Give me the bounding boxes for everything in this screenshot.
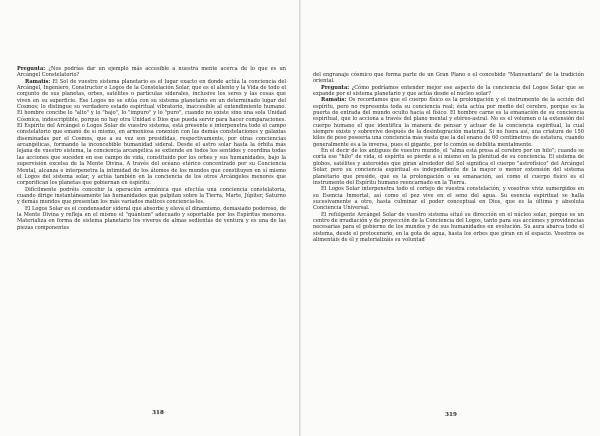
left-paragraph-1 <box>17 66 286 79</box>
paragraph-text: El Logos Solar es el condensador sideral que absorbe y eleva el dinamismo, demasiado poderoso, de la Mente Divina y refleja en el mismo el "quántum" adecuado y soportable por los Espíritus menores. Materializa en forma de sistema planetario los viveros de almas sedientas de ventura y es una de las piezas componentes <box>17 205 286 231</box>
right-paragraph-6 <box>313 212 584 244</box>
paragraph-text: ¿Cómo podríamos entender mejor ese aspecto de la conciencia del Logos Solar que se expande por el sistema planetario y que actúa desde el núcleo solar? <box>313 84 585 98</box>
right-paragraph-4 <box>313 148 584 186</box>
paragraph-text: El Logos Solar interpenetra todo el cortejo de vuestra constelación, y vosotros viviz sumergidos en su Esencia Inmortal, así como el pez vive en el seno del agua. Su esencia espiritual se halla sucesivamente a otro, hasta culminar el poder conceptual en Dios, que es la última y absoluta Conciencia Universal. <box>313 186 584 212</box>
page-number: 318 <box>152 410 164 416</box>
left-paragraph-2 <box>17 79 286 187</box>
paragraph-text: Os recordamos que el cuerpo físico es la prolongación y el instrumento de la acción del espíritu, pero no representa toda su conciencia real; ésta actúa por medio del cerebro, porque es la puerta de entrada del mundo oculto hacia el físico. El hombre carne es la emanación de su conciencia espiritual, que lo acciona a través del plano mental y etéreo-astral. No es el volumen o la extensión del cuerpo humano el que identifica la manera de pensar y actuar de la conciencia espiritual, la cual siempre existe y sobrevive después de la desintegración material. Si no fuera así, una criatura de 150 kilos de peso poseería una conciencia más vasta que la del enano de 60 centímetros de estatura, cuando generalmente es a la inversa, pues el gigante, por lo común se debilita mentalmente. <box>313 97 585 148</box>
right-page <box>301 0 600 436</box>
right-paragraph-3 <box>313 97 584 148</box>
speaker-label: Pregunta: <box>321 84 350 91</box>
paragraph-text: En el decir de los antiguos de vuestro mundo, el "alma está presa al cerebro por un hilo"; cuando se corta ese "hilo" de vida, el espíritu se pierde a sí mismo en la plenitud de su conciencia. El sistema de globos, satélites y asteroides que giran alrededor del Sol significa el cuerpo "astrofísico" del Arcángel Solar, pero su conciencia espiritual es independiente de la mayor o menor extensión del sistema planetario que preside, que es la prolongación o su emanación, así como el cuerpo físico es el instrumento del Espíritu humano reencarnado en la Tierra. <box>313 148 584 186</box>
right-paragraph-1 <box>313 72 584 85</box>
paragraph-text: El refulgente Arcángel Solar de vuestro sistema situó su dirección en el núcleo solar, porque es un centro de irradiación y de proyección de la Conciencia del Logos, tanto para sus acciones y providencias necesarias para el gobierno de los mundos y de sus humanidades en evolución. Su aura abarca todo el sistema, desde el protocerario, en la gota de agua, hasta los orbes que giran en el espacio. Vosotros os alimentáis de él y materializáis su voluntad <box>313 211 584 243</box>
speaker-label: Ramatís: <box>25 78 51 85</box>
paragraph-text: del engranaje cósmico que forma parte de un Gran Plano o el concebido "Manvantara" de la tradición oriental. <box>313 72 584 85</box>
right-paragraph-5 <box>313 186 584 211</box>
paragraph-text: Difícilmente podréis concebir la operación armónica que efectúa una conciencia constelatoria, cuando dirige instantáneamente las humanidades que palpitan sobre la Tierra, Marte, Júpiter, Saturno y demás mundos que presentan los más variados matices conciencia-les. <box>17 186 286 206</box>
right-paragraph-2 <box>313 85 584 98</box>
page-number: 319 <box>445 412 457 418</box>
left-paragraph-3 <box>17 187 286 206</box>
paragraph-text: El Sol de vuestro sistema planetario es el lugar exacto en donde actúa la conciencia del Arcángel, Ingeniero, Constructor o Logos de la Constelación Solar, que es el aliento y la Vida de todo el conjunto de sus planetas, orbes, satélites o partículas siderales, inclusive los seres y las cosas que viven en su superficie. Ese Logos no se sitúa con su sistema planetario en un determinado lugar del Cosmos; lo distingue su verdadero estado espiritual vibratorio, inaccesible al entendimiento humano. El hombre concibe lo "alto" y lo "bajo", lo "impuro" y lo "puro", cuando no existe sino una sola Unidad Cósmica, indescriptible, porque no hay otra Unidad o Dios que pueda servir para hacer comparaciones. El Espíritu del Arcángel o Logos Solar de vuestro sistema, está presente e interpenetra todo el campo constelatorio que emanó de sí mismo, en armoniosa conexión con las demás constelaciones y galaxias diseminadas por el Cosmos, que a su vez son presididas, respectivamente, por otras conciencias arcangélicas, formando la inconcebible humanidad sideral. Desde el astro solar hasta la órbita más lejana de vuestro sistema, la conciencia arcangélica se extiende en todos los sentidos y coordina todas las acciones que suceden en ese campo de vida, constituido por los orbes y sus humanidades, bajo la supervisión excelsa de la Mente Divina. A través del océano etérico concentrado por su Conciencia Mental, alcanza e interpenetra la intimidad de los átomos de los mundos que constituyen en sí mismo el Logos del sistema solar, y actúa también en la conciencia de los otros Arcángeles menores que corporifican los planetas que gobiernan en espíritu. <box>17 78 286 187</box>
speaker-label: Ramatís: <box>321 97 347 104</box>
left-paragraph-4 <box>17 206 286 231</box>
speaker-label: Pregunta: <box>17 66 46 72</box>
right-text-column <box>313 72 584 243</box>
left-text-column <box>17 66 286 231</box>
paragraph-text: ¿Nos podrías dar un ejemplo más accesible a nuestra mente acerca de lo que es un Arcángel Constelatorio? <box>17 66 287 79</box>
